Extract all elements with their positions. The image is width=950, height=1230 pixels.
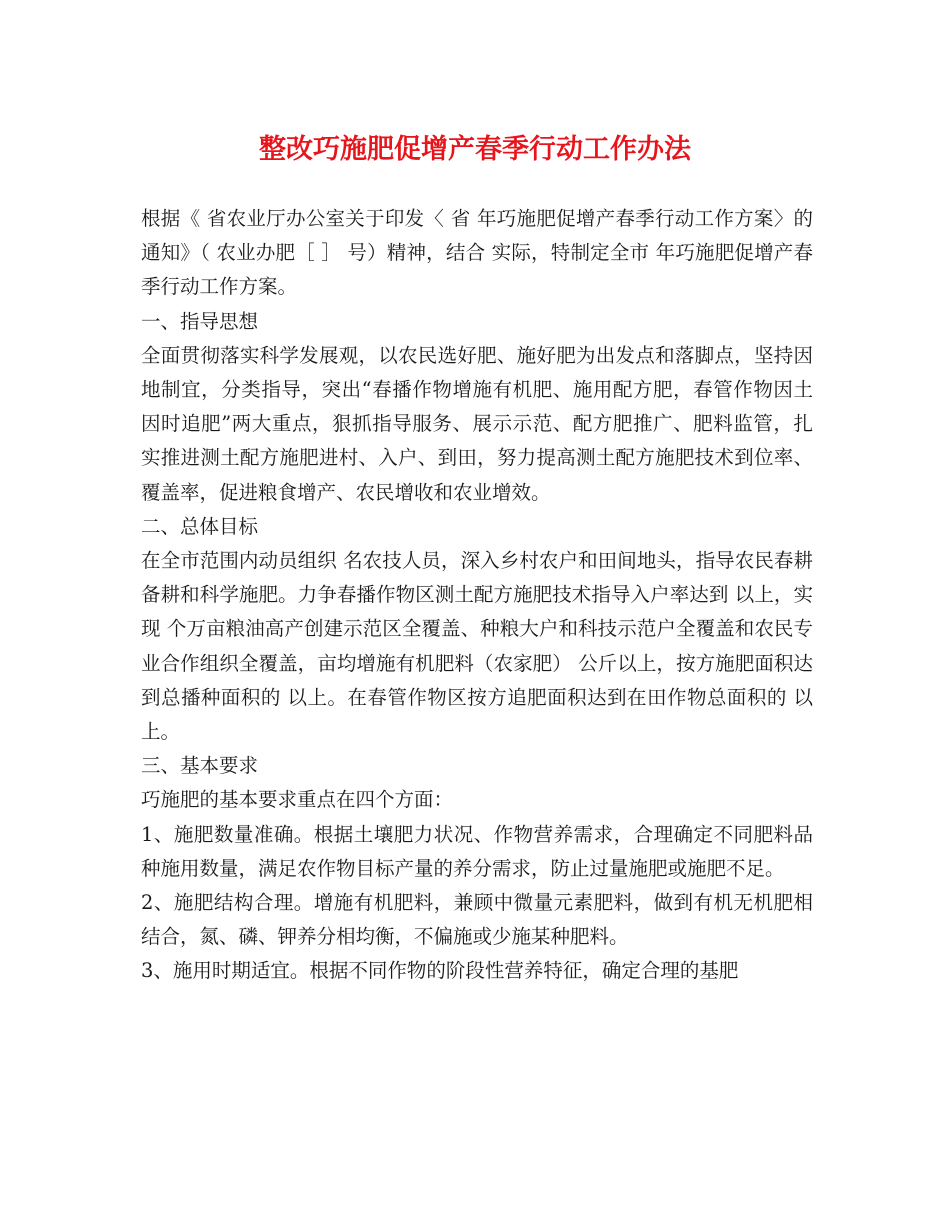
list-item-1: 1、施肥数量准确。根据土壤肥力状况、作物营养需求，合理确定不同肥料品种施用数量，满足农作物目标产量的养分需求，防止过量施肥或施肥不足。 xyxy=(141,822,813,880)
document-body xyxy=(141,202,813,989)
document-title: 整改巧施肥促增产春季行动工作办法 xyxy=(259,134,691,165)
paragraph-requirements-intro: 巧施肥的基本要求重点在四个方面： xyxy=(141,788,454,812)
heading-overall-goal: 二、总体目标 xyxy=(141,514,259,538)
list-item-3: 3、施用时期适宜。根据不同作物的阶段性营养特征，确定合理的基肥 xyxy=(141,959,739,983)
paragraph-overall-goal: 在全市范围内动员组织 名农技人员，深入乡村农户和田间地头，指导农民春耕备耕和科学施肥。力争春播作物区测土配方施肥技术指导入户率达到 以上，实现 个万亩粮油高产创建示范区全覆盖、种粮大户和科技示范户全覆盖和农民专业合作组织全覆盖，亩均增施有机肥料（农家肥） 公斤以上，按方施肥面积达到总播种面积的 以上。在春管作物区按方追肥面积达到在田作物总面积的 以上。 xyxy=(141,549,813,744)
list-item-2: 2、施肥结构合理。增施有机肥料，兼顾中微量元素肥料，做到有机无机肥相结合，氮、磷、钾养分相均衡，不偏施或少施某种肥料。 xyxy=(141,891,813,949)
heading-guiding-ideology: 一、指导思想 xyxy=(141,309,259,333)
paragraph-intro: 根据《 省农业厅办公室关于印发〈 省 年巧施肥促增产春季行动工作方案〉的通知》（ 农业办肥［ ］ 号）精神，结合 实际，特制定全市 年巧施肥促增产春季行动工作方案。 xyxy=(141,207,813,299)
heading-basic-requirements: 三、基本要求 xyxy=(141,754,259,778)
paragraph-guiding-ideology: 全面贯彻落实科学发展观，以农民选好肥、施好肥为出发点和落脚点，坚持因地制宜，分类指导，突出“春播作物增施有机肥、施用配方肥，春管作物因土因时追肥”两大重点，狠抓指导服务、展示示范、配方肥推广、肥料监管，扎实推进测土配方施肥进村、入户、到田，努力提高测土配方施肥技术到位率、覆盖率，促进粮食增产、农民增收和农业增效。 xyxy=(141,343,813,504)
